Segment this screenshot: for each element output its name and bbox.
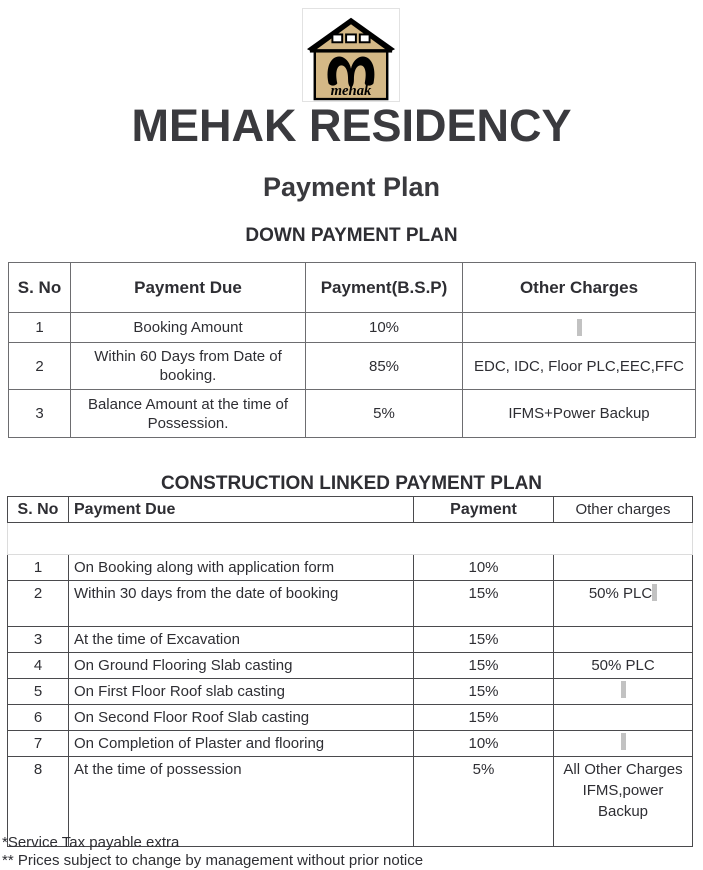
down-payment-plan-table bbox=[8, 262, 696, 438]
text-cursor-artifact bbox=[621, 681, 626, 698]
cell-payment-due: Within 60 Days from Date of booking. bbox=[71, 343, 306, 390]
cell-payment: 15% bbox=[414, 581, 554, 627]
table-row bbox=[8, 705, 693, 731]
column-header-other-charges: Other Charges bbox=[463, 263, 696, 313]
cell-payment: 10% bbox=[414, 555, 554, 581]
text-cursor-artifact bbox=[652, 584, 657, 601]
cell-sno: 8 bbox=[8, 757, 69, 847]
company-title: MEHAK RESIDENCY bbox=[131, 100, 572, 151]
cell-other-charges bbox=[554, 705, 693, 731]
footnote-price-change: ** Prices subject to change by management without prior notice bbox=[2, 852, 424, 869]
table-row bbox=[8, 555, 693, 581]
cell-other-charges bbox=[554, 555, 693, 581]
construction-linked-payment-plan-table bbox=[7, 496, 693, 847]
cell-payment-due: Booking Amount bbox=[71, 313, 306, 343]
cell-other-charges: EDC, IDC, Floor PLC,EEC,FFC bbox=[463, 343, 696, 390]
cell-other-charges bbox=[554, 581, 693, 627]
cell-other-charges bbox=[554, 679, 693, 705]
table-row bbox=[8, 679, 693, 705]
text-cursor-artifact bbox=[621, 733, 626, 750]
cell-payment: 15% bbox=[414, 627, 554, 653]
cell-sno: 1 bbox=[8, 555, 69, 581]
column-header-payment-due: Payment Due bbox=[71, 263, 306, 313]
cell-other-charges-text: 50% PLC bbox=[588, 585, 653, 602]
column-header-payment: Payment bbox=[414, 497, 554, 523]
cell-sno: 4 bbox=[8, 653, 69, 679]
table-row bbox=[8, 757, 693, 847]
text-cursor-artifact bbox=[577, 319, 582, 336]
cell-payment-due: At the time of Excavation bbox=[69, 627, 414, 653]
cell-other-charges bbox=[463, 313, 696, 343]
logo-script-text: mehak bbox=[330, 83, 372, 100]
cell-payment: 15% bbox=[414, 679, 554, 705]
cell-other-charges: 50% PLC bbox=[554, 653, 693, 679]
spacer-cell bbox=[8, 523, 693, 555]
table-row bbox=[9, 343, 696, 390]
mehak-house-logo-graphic bbox=[303, 9, 399, 101]
table-row bbox=[8, 627, 693, 653]
cell-payment: 10% bbox=[306, 313, 463, 343]
table-spacer-row bbox=[8, 523, 693, 555]
cell-other-charges: IFMS+Power Backup bbox=[463, 390, 696, 438]
cell-payment: 15% bbox=[414, 653, 554, 679]
cell-payment-due: On Ground Flooring Slab casting bbox=[69, 653, 414, 679]
cell-payment-due: On Booking along with application form bbox=[69, 555, 414, 581]
table-row bbox=[9, 313, 696, 343]
cell-other-charges bbox=[554, 627, 693, 653]
table-row bbox=[8, 731, 693, 757]
cell-payment-due: On Second Floor Roof Slab casting bbox=[69, 705, 414, 731]
cell-sno: 5 bbox=[8, 679, 69, 705]
cell-payment: 5% bbox=[306, 390, 463, 438]
footnotes bbox=[2, 834, 692, 870]
cell-other-charges: All Other Charges IFMS,power Backup bbox=[554, 757, 693, 847]
table-row bbox=[8, 653, 693, 679]
cell-sno: 2 bbox=[9, 343, 71, 390]
cell-payment-due: At the time of possession bbox=[69, 757, 414, 847]
column-header-sno: S. No bbox=[9, 263, 71, 313]
cell-payment-due: Balance Amount at the time of Possession. bbox=[71, 390, 306, 438]
cell-sno: 7 bbox=[8, 731, 69, 757]
table-row bbox=[9, 390, 696, 438]
document-title: Payment Plan bbox=[262, 172, 441, 202]
cell-payment: 5% bbox=[414, 757, 554, 847]
cell-other-charges bbox=[554, 731, 693, 757]
cell-sno: 2 bbox=[8, 581, 69, 627]
company-logo bbox=[302, 8, 400, 102]
table-row bbox=[8, 581, 693, 627]
cell-sno: 3 bbox=[9, 390, 71, 438]
footnote-service-tax: *Service Tax payable extra bbox=[2, 834, 180, 851]
section-heading-down-payment: DOWN PAYMENT PLAN bbox=[245, 225, 458, 246]
cell-payment-due: Within 30 days from the date of booking bbox=[69, 581, 414, 627]
column-header-other-charges: Other charges bbox=[554, 497, 693, 523]
cell-payment: 10% bbox=[414, 731, 554, 757]
cell-payment-due: On Completion of Plaster and flooring bbox=[69, 731, 414, 757]
column-header-payment-due: Payment Due bbox=[69, 497, 414, 523]
column-header-payment-bsp: Payment(B.S.P) bbox=[306, 263, 463, 313]
cell-payment: 85% bbox=[306, 343, 463, 390]
cell-sno: 1 bbox=[9, 313, 71, 343]
section-heading-construction-linked: CONSTRUCTION LINKED PAYMENT PLAN bbox=[160, 473, 543, 494]
cell-payment-due: On First Floor Roof slab casting bbox=[69, 679, 414, 705]
table-header-row bbox=[8, 497, 693, 523]
cell-sno: 3 bbox=[8, 627, 69, 653]
cell-payment: 15% bbox=[414, 705, 554, 731]
table-header-row bbox=[9, 263, 696, 313]
cell-sno: 6 bbox=[8, 705, 69, 731]
column-header-sno: S. No bbox=[8, 497, 69, 523]
